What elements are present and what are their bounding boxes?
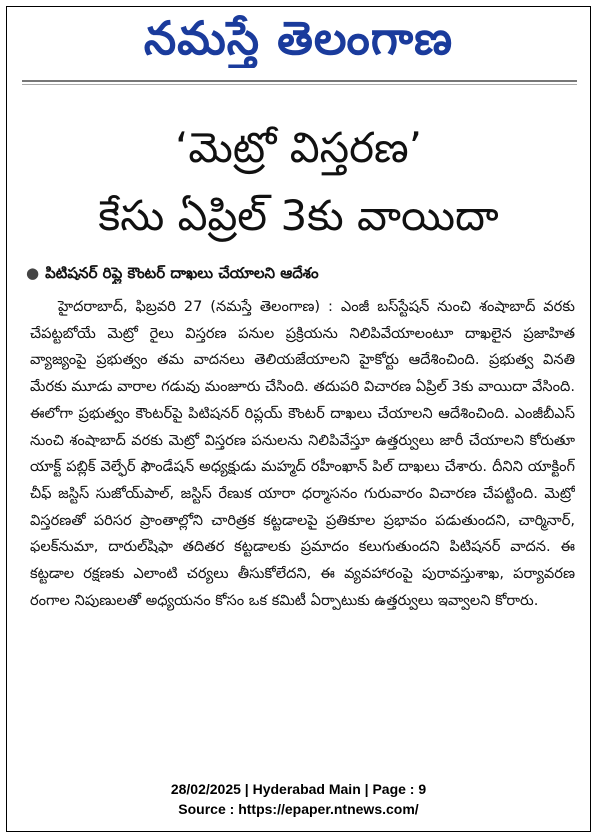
footer-date-edition: 28/02/2025 | Hyderabad Main | Page : 9 xyxy=(170,781,427,797)
headline-line-1: ‘మెట్రో విస్తరణ’ xyxy=(174,123,423,172)
newspaper-masthead: నమస్తే తెలంగాణ xyxy=(143,11,454,65)
masthead-divider xyxy=(22,80,577,82)
headline-line-2: కేసు ఏప్రిల్ 3కు వాయిదా xyxy=(98,191,499,240)
article-body xyxy=(30,294,575,748)
footer-source: Source : https://epaper.ntnews.com/ xyxy=(178,801,419,817)
article-body-paragraph: హైదరాబాద్, ఫిబ్రవరి 27 (నమస్తే తెలంగాణ) : ఎంజీ బస్‌స్టేషన్ నుంచి శంషాబాద్ వరకు చేపట్టబోయే మెట్రో రైలు విస్తరణ పనుల ప్రక్రియను నిలిపివేయాలంటూ దాఖలైన ప్రజాహిత వ్యాజ్యంపై ప్రభుత్వం తమ వాదనలు తెలియజేయాలని హైకోర్టు ఆదేశించింది. ప్రభుత్వ వినతి మేరకు మూడు వారాల గడువు మంజూరు చేసింది. తదుపరి విచారణ ఏప్రిల్ 3కు వాయిదా వేసింది. ఈలోగా ప్రభుత్వం కౌంటర్‌పై పిటిషనర్ రిప్లయ్ కౌంటర్ దాఖలు చేయాలని ఆదేశించింది. ఎంజీబీఎస్ నుంచి శంషాబాద్ వరకు మెట్రో విస్తరణ పనులను నిలిపివేస్తూ ఉత్తర్వులు జారీ చేయాలని కోరుతూ యాక్ట్ పబ్లిక్ వెల్ఫేర్ ఫౌండేషన్ అధ్యక్షుడు మహ్మద్ రహీంఖాన్ పిల్ దాఖలు చేశారు. దీనిని యాక్టింగ్ చీఫ్ జస్టిస్ సుజోయ్‌పాల్, జస్టిస్ రేణుక యారా ధర్మాసనం గురువారం విచారణ చేపట్టింది. మెట్రో విస్తరణతో పరిసర ప్రాంతాల్లోని చారిత్రక కట్టడాలపై ప్రతికూల ప్రభావం పడుతుందని, చార్మినార్, ఫలక్‌నుమా, దారుల్‌షిఫా తదితర కట్టడాలకు ప్రమాదం కలుగుతుందని పిటిషనర్ వాదన. ఈ కట్టడాల రక్షణకు ఎలాంటి చర్యలు తీసుకోలేదని, ఈ వ్యవహారంపై పురావస్తుశాఖ, పర్యావరణ రంగాల నిపుణులతో అధ్యయనం కోసం ఒక కమిటీ ఏర్పాటుకు ఉత్తర్వులు ఇవ్వాలని కోరారు. xyxy=(30,298,575,609)
masthead-divider-thin xyxy=(22,84,577,85)
subheading-text: పిటిషనర్ రిప్లై కౌంటర్ దాఖలు చేయాలని ఆదేశం xyxy=(45,264,319,282)
bullet-icon: ● xyxy=(26,264,40,282)
article-subheading xyxy=(26,262,578,284)
